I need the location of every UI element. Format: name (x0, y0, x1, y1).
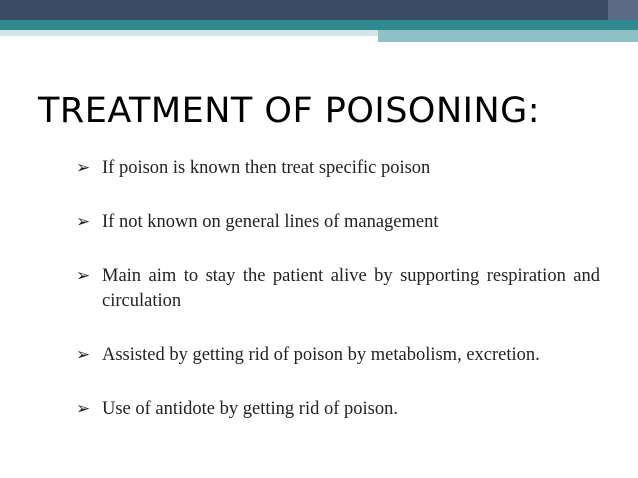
arrow-bullet-icon: ➢ (76, 212, 91, 232)
bullet-item (76, 343, 600, 368)
header-band-dark-accent (608, 0, 638, 20)
bullet-text: Main aim to stay the patient alive by supporting respiration and circulation (102, 266, 600, 311)
bullet-text: Use of antidote by getting rid of poison. (102, 399, 398, 419)
bullet-text: If poison is known then treat specific poison (102, 158, 431, 178)
bullet-item (76, 397, 600, 422)
arrow-bullet-icon: ➢ (76, 399, 91, 419)
bullet-text: Assisted by getting rid of poison by metabolism, excretion. (102, 345, 540, 365)
header-band-teal (0, 20, 638, 30)
bullet-item (76, 210, 600, 235)
bullet-text: If not known on general lines of management (102, 212, 439, 232)
header-band-light-right (378, 30, 638, 42)
bullet-item (76, 264, 600, 314)
arrow-bullet-icon: ➢ (76, 266, 91, 286)
bullet-list (76, 156, 600, 422)
arrow-bullet-icon: ➢ (76, 345, 91, 365)
bullet-item (76, 156, 600, 181)
arrow-bullet-icon: ➢ (76, 158, 91, 178)
header-band-light-left (0, 30, 378, 36)
slide-title: TREATMENT OF POISONING: (38, 91, 541, 131)
header-band-dark (0, 0, 608, 20)
